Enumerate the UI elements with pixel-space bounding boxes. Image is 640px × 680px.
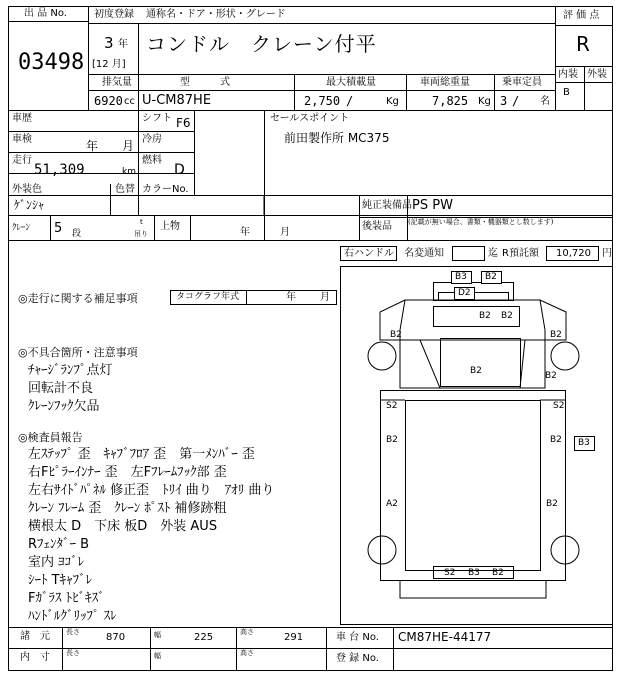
capacity-value: 3 xyxy=(500,94,508,108)
retrofit-note: (記載が無い場合、書類・機器類とし数します) xyxy=(408,218,554,226)
mark-d2-roof: D2 xyxy=(458,288,471,298)
gross-weight-label: 車両総重量 xyxy=(420,77,470,88)
inspection-label: 車検 xyxy=(12,134,32,145)
deposit-until-label: 迄 xyxy=(488,248,498,259)
height-value: 291 xyxy=(284,632,304,643)
displacement-unit: cc xyxy=(124,96,135,107)
mark-b2-right-rear: B2 xyxy=(546,499,558,509)
front-right-wheel xyxy=(551,342,579,370)
grade-label: 評 価 点 xyxy=(563,10,600,21)
gross-weight-value: 7,825 xyxy=(432,94,469,108)
mark-s2-rear: S2 xyxy=(444,568,456,578)
mark-s2-left: S2 xyxy=(386,401,398,411)
ext-color-value: ｹﾞﾝｼｬ xyxy=(14,198,45,212)
first-reg-label: 初度登録 xyxy=(94,9,134,20)
sales-point-text: 前田製作所 MC375 xyxy=(284,131,390,145)
tacho-month-unit: 月 xyxy=(320,292,330,303)
displacement-value: 6920 xyxy=(94,94,123,108)
crane-lift-unit-top: t xyxy=(140,218,143,226)
width-label: 幅 xyxy=(154,631,161,639)
lot-number: 03498 xyxy=(18,50,85,75)
recycle-unit: 円 xyxy=(602,248,612,259)
crane-stages: 5 xyxy=(54,221,63,236)
mark-b2-cab-1: B2 xyxy=(479,311,491,321)
reg-year-unit: 年 xyxy=(118,39,128,50)
length-value: 870 xyxy=(106,632,126,643)
mark-b3-rear: B3 xyxy=(468,568,480,578)
inspector-line: ﾊﾝﾄﾞﾙｸﾞﾘｯﾌﾟ ｽﾚ xyxy=(28,609,117,624)
shift-value: F6 xyxy=(176,116,191,130)
inner-dims-label: 内 寸 xyxy=(20,652,50,663)
mileage-unit: km xyxy=(122,167,136,177)
reg-month: [12 月] xyxy=(92,59,126,70)
capacity-label: 乗車定員 xyxy=(502,77,542,88)
mark-b2-cab-2: B2 xyxy=(501,311,513,321)
crane-stage-unit: 段 xyxy=(72,229,82,239)
defect-item: ﾁｬｰｼﾞﾗﾝﾌﾟ点灯 xyxy=(28,363,113,378)
truck-bed-outline xyxy=(381,391,566,581)
inspector-line: 右Fﾋﾟﾗｰｲﾝﾅｰ 歪 左Fﾌﾚｰﾑﾌｯｸ部 歪 xyxy=(28,465,227,480)
sales-point-label: セールスポイント xyxy=(270,113,350,124)
drive-notes-title: ◎走行に関する補足事項 xyxy=(18,292,138,305)
type-value: U-CM87HE xyxy=(142,93,212,108)
interior-grade-label: 内装 xyxy=(558,69,578,80)
inspector-line: ｸﾚｰﾝ ﾌﾚｰﾑ 歪 ｸﾚｰﾝ ﾎﾟｽﾄ 補修跡粗 xyxy=(28,501,227,516)
registration-label: 登 録 No. xyxy=(336,653,379,664)
inspector-line: ｼｰﾄ Tｷｬﾌﾞﾚ xyxy=(28,573,93,588)
upper-label: 上物 xyxy=(160,221,180,232)
mark-b3-right: B3 xyxy=(578,438,590,448)
mileage-label: 走行 xyxy=(12,155,32,166)
fuel-value: D xyxy=(174,162,185,178)
chassis-label: 車 台 No. xyxy=(336,632,379,643)
dims-label: 諸 元 xyxy=(20,631,50,642)
car-name: コンドル クレーン付平 xyxy=(146,32,377,56)
ac-label: 冷房 xyxy=(142,134,162,145)
upper-month-unit: 月 xyxy=(280,227,290,238)
recycle-amount: 10,720 xyxy=(556,248,591,259)
fuel-label: 燃料 xyxy=(142,155,162,166)
inner-width-label: 幅 xyxy=(154,652,161,660)
max-load-label: 最大積載量 xyxy=(326,77,376,88)
crane-lift-unit-bottom: 吊り xyxy=(134,230,148,238)
inspection-year-unit: 年 xyxy=(86,139,99,153)
mark-b2-right-step: B2 xyxy=(545,371,557,381)
crane-label: ｸﾚｰﾝ xyxy=(12,223,31,233)
mark-b2-right-side: B2 xyxy=(550,435,562,445)
inspector-line: 室内 ﾖｺﾞﾚ xyxy=(28,555,85,570)
model-label: 通称名・ドア・形状・グレード xyxy=(146,9,286,20)
max-load-value: 2,750 xyxy=(304,94,341,108)
mark-b3-top: B3 xyxy=(455,272,467,282)
inner-height-label: 高さ xyxy=(240,649,254,657)
overall-grade: R xyxy=(576,32,590,56)
recycle-label: R預託額 xyxy=(502,248,539,259)
inspector-line: Fｶﾞﾗｽ ﾄﾋﾞｷｽﾞ xyxy=(28,591,105,606)
name-change-label: 名変通知 xyxy=(404,248,444,259)
tacho-year-unit: 年 xyxy=(286,292,296,303)
mark-a2-left: A2 xyxy=(386,499,398,509)
inspector-line: 左右ｻｲﾄﾞﾊﾟﾈﾙ 修正歪 ﾄﾘｲ 曲り ｱｵﾘ 曲り xyxy=(28,483,275,498)
defect-item: 回転計不良 xyxy=(28,381,94,396)
mark-b2-right-door: B2 xyxy=(550,330,562,340)
steering-label: 右ハンドル xyxy=(344,248,394,259)
shift-label: シフト xyxy=(142,113,172,124)
mark-b2-rear: B2 xyxy=(492,568,504,578)
color-change-label: 色替 xyxy=(115,184,135,195)
upper-year-unit: 年 xyxy=(240,227,250,238)
capacity-unit: 名 xyxy=(540,96,550,107)
width-value: 225 xyxy=(194,632,214,643)
max-load-unit: Kg xyxy=(386,96,399,107)
history-label: 車歴 xyxy=(12,113,32,124)
defects-title: ◎不具合箇所・注意事項 xyxy=(18,346,138,359)
type-label: 型 式 xyxy=(180,77,230,88)
mark-s2-right: S2 xyxy=(553,401,565,411)
inspector-title: ◎検査員報告 xyxy=(18,431,83,444)
mileage-value: 51,309 xyxy=(34,162,85,178)
chassis-number: CM87HE-44177 xyxy=(398,630,492,644)
mark-b2-cab-front: B2 xyxy=(470,366,482,376)
equip-label: 純正装備品 xyxy=(362,200,412,211)
rear-left-wheel xyxy=(368,536,396,564)
inspection-month-unit: 月 xyxy=(122,139,135,153)
mark-b2-left-side: B2 xyxy=(386,435,398,445)
defect-item: ｸﾚｰﾝﾌｯｸ欠品 xyxy=(28,399,100,414)
retrofit-label: 後装品 xyxy=(362,221,392,232)
front-left-wheel xyxy=(368,342,396,370)
interior-grade: B xyxy=(563,87,570,98)
gross-weight-unit: Kg xyxy=(478,96,491,107)
displacement-label: 排気量 xyxy=(102,77,132,88)
equip-value: PS PW xyxy=(412,198,453,213)
height-label: 高さ xyxy=(240,628,254,636)
length-label: 長さ xyxy=(66,628,80,636)
reg-year: 3 xyxy=(104,34,114,52)
color-code-label: カラーNo. xyxy=(142,184,189,195)
inner-length-label: 長さ xyxy=(66,649,80,657)
tacho-label: タコグラフ年式 xyxy=(176,292,240,302)
lot-label: 出 品 No. xyxy=(24,8,67,19)
inspector-line: 横根太 D 下床 板D 外装 AUS xyxy=(28,519,218,534)
ext-color-label: 外装色 xyxy=(12,184,42,195)
inspector-line: Rﾌｪﾝﾀﾞｰ B xyxy=(28,537,90,552)
exterior-grade-label: 外装 xyxy=(587,69,607,80)
mark-b2-left-door: B2 xyxy=(390,330,402,340)
mark-b2-top: B2 xyxy=(485,272,497,282)
inspector-line: 左ｽﾃｯﾌﾟ 歪 ｷｬﾌﾞﾌﾛｱ 歪 第一ﾒﾝﾊﾞｰ 歪 xyxy=(28,447,255,462)
